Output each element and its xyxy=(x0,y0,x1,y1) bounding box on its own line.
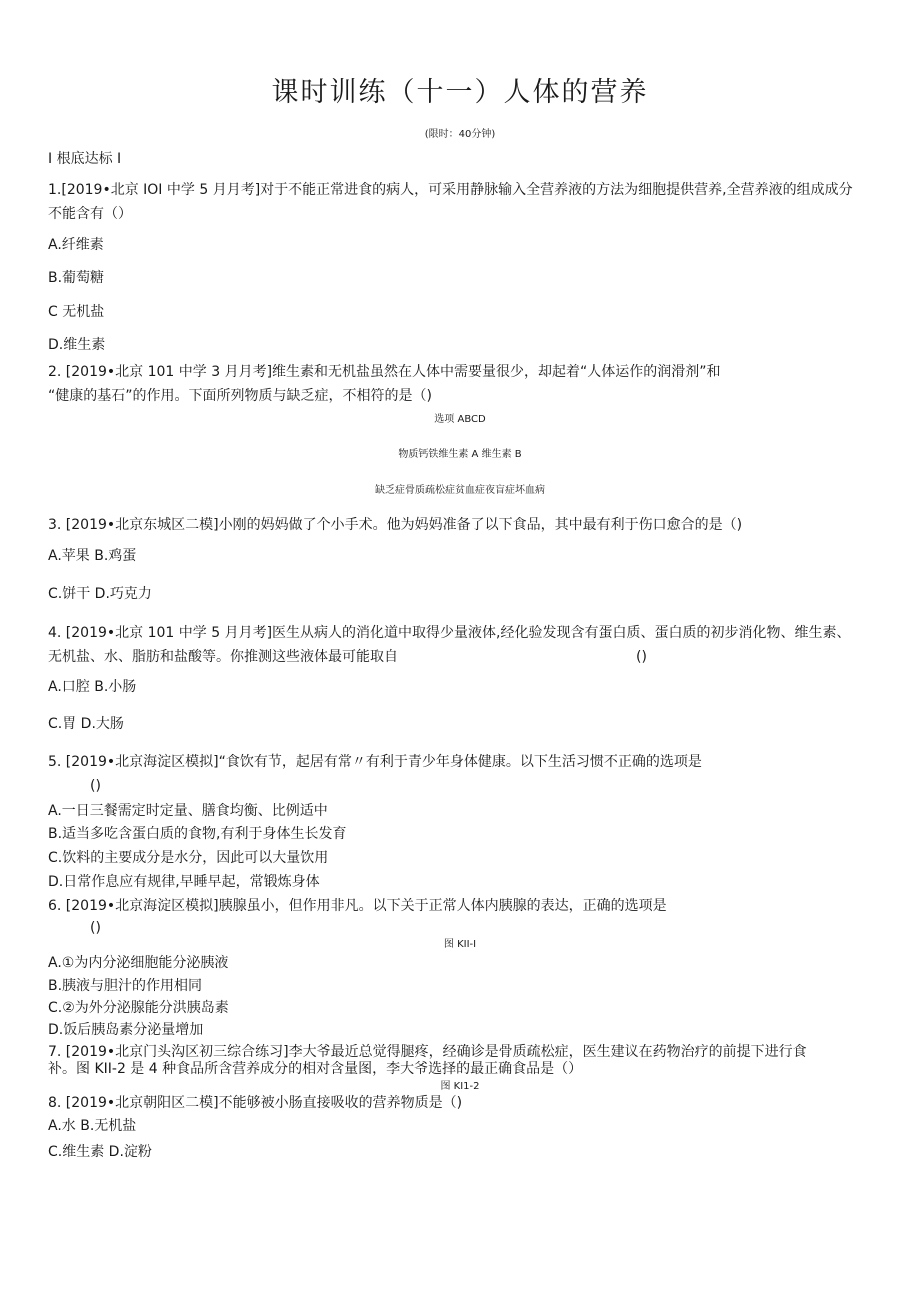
time-limit: (限时：40分钟) xyxy=(424,129,496,140)
q5-option-c: C.饮料的主要成分是水分，因此可以大量饮用 xyxy=(48,850,329,866)
q4-options-ab: A.口腔 B.小肠 xyxy=(48,679,137,695)
q2-stem-line2: “健康的基石”的作用。下面所列物质与缺乏症，不相符的是（) xyxy=(48,388,432,404)
q2-table-row-substance: 物质钙铁维生素 A 维生素 B xyxy=(398,449,522,460)
q3-options-ab: A.苹果 B.鸡蛋 xyxy=(48,548,137,564)
q2-stem-line1: 2. [2019•北京 101 中学 3 月月考]维生素和无机盐虽然在人体中需要量很少，却起着“人体运作的润滑剂”和 xyxy=(48,364,721,380)
q1-option-d: D.维生素 xyxy=(48,337,106,353)
q1-option-c: C 无机盐 xyxy=(48,304,105,320)
q5-stem: 5. [2019•北京海淀区模拟]“食饮有节，起居有常〃有利于青少年身体健康。以下生活习惯不正确的选项是 xyxy=(48,754,702,770)
q6-option-a: A.①为内分泌细胞能分泌胰液 xyxy=(48,955,229,971)
q3-options-cd: C.饼干 D.巧克力 xyxy=(48,586,152,602)
q4-stem-line1: 4. [2019•北京 101 中学 5 月月考]医生从病人的消化道中取得少量液体,经化验发现含有蛋白质、蛋白质的初步消化物、维生素、 xyxy=(48,625,851,641)
q7-stem-line1: 7. [2019•北京门头沟区初三综合练习]李大爷最近总觉得腿疼，经确诊是骨质疏松症，医生建议在药物治疗的前提下进行食 xyxy=(48,1044,807,1060)
q8-stem: 8. [2019•北京朝阳区二模]不能够被小肠直接吸收的营养物质是（) xyxy=(48,1095,463,1111)
q6-option-c: C.②为外分泌腺能分洪胰岛素 xyxy=(48,1000,229,1016)
q2-table-row-options: 选项 ABCD xyxy=(434,414,486,425)
page-title: 课时训练（十一）人体的营养 xyxy=(271,77,649,108)
q6-option-b: B.胰液与胆汁的作用相同 xyxy=(48,978,203,994)
q1-stem-line1: 1.[2019•北京 IOI 中学 5 月月考]对于不能正常进食的病人，可采用静脉输入全营养液的方法为细胞提供营养,全营养液的组成成分 xyxy=(48,182,853,198)
q5-answer-paren: () xyxy=(90,778,101,794)
q3-stem: 3. [2019•北京东城区二模]小刚的妈妈做了个小手术。他为妈妈准备了以下食品，其中最有利于伤口愈合的是（) xyxy=(48,517,743,533)
q1-option-a: A.纤维素 xyxy=(48,237,104,253)
q8-options-ab: A.水 B.无机盐 xyxy=(48,1118,137,1134)
q1-option-b: B.葡萄糖 xyxy=(48,270,105,286)
q7-stem-line2: 补。图 KII-2 是 4 种食品所含营养成分的相对含量图，李大爷选择的最正确食品是（） xyxy=(48,1061,583,1077)
q6-answer-paren: () xyxy=(90,920,101,936)
q5-option-a: A.一日三餐需定时定量、膳食均衡、比例适中 xyxy=(48,803,328,819)
q6-stem: 6. [2019•北京海淀区模拟]胰腺虽小，但作用非凡。以下关于正常人体内胰腺的表达，正确的选项是 xyxy=(48,898,667,914)
q4-options-cd: C.胃 D.大肠 xyxy=(48,716,124,732)
q6-figure-caption: 图 KII-I xyxy=(443,939,477,950)
q5-option-d: D.日常作息应有规律,早睡早起，常锻炼身体 xyxy=(48,874,320,890)
section-label: I 根底达标 I xyxy=(48,151,122,167)
q2-table-row-deficiency: 缺乏症骨质疏松症贫血症夜盲症坏血病 xyxy=(375,485,545,496)
q4-answer-paren: () xyxy=(636,649,647,665)
q7-figure-caption: 图 KI1-2 xyxy=(440,1081,480,1092)
q6-option-d: D.饭后胰岛素分泌量增加 xyxy=(48,1022,204,1038)
q5-option-b: B.适当多吃含蛋白质的食物,有利于身体生长发育 xyxy=(48,826,347,842)
q4-stem-line2: 无机盐、水、脂肪和盐酸等。你推测这些液体最可能取自 xyxy=(48,649,398,665)
q8-options-cd: C.维生素 D.淀粉 xyxy=(48,1144,152,1160)
q1-stem-line2: 不能含有（） xyxy=(48,206,132,222)
